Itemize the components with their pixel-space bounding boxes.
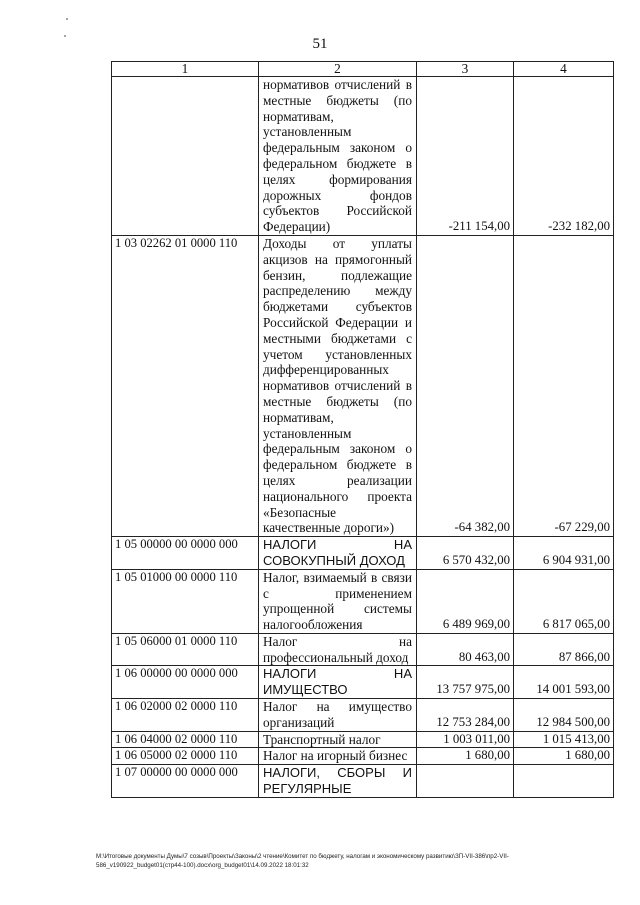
name-cell: Доходы от уплаты акцизов на прямогонный бензин, подлежащие распределению между бюджетами субъектов Российской Федерации и местными бюджетами с учетом установленных дифференцированных нормативов отчислений в местные бюджеты (по нормативам, установленным федеральным законом о федеральном бюджете в целях реализации национального проекта «Безопасные качественные дороги»): [259, 235, 417, 536]
amount-cell: 1 680,00: [417, 748, 514, 765]
page-number: 51: [312, 36, 328, 52]
amount-cell: 6 817 065,00: [514, 569, 614, 633]
code-cell: 1 06 05000 02 0000 110: [112, 748, 259, 765]
table-row: [112, 699, 614, 732]
amount-cell: 6 570 432,00: [417, 537, 514, 570]
header-cell: 3: [417, 62, 514, 77]
amount-cell: 12 753 284,00: [417, 699, 514, 732]
name-cell: Транспортный налог: [259, 731, 417, 748]
scan-dot: [66, 18, 68, 20]
name-cell: Налог на имущество организаций: [259, 699, 417, 732]
header-cell: 1: [112, 62, 259, 77]
table-row: [112, 235, 614, 536]
table-row: [112, 731, 614, 748]
table-row: [112, 77, 614, 236]
file-path-footer: [96, 852, 616, 870]
code-cell: 1 06 04000 02 0000 110: [112, 731, 259, 748]
header-cell: 2: [259, 62, 417, 77]
name-cell: Налог на профессиональный доход: [259, 633, 417, 666]
amount-cell: 6 489 969,00: [417, 569, 514, 633]
code-cell: 1 05 00000 00 0000 000: [112, 537, 259, 570]
name-cell: НАЛОГИ, СБОРЫ И РЕГУЛЯРНЫЕ: [259, 765, 417, 798]
amount-cell: 1 015 413,00: [514, 731, 614, 748]
name-cell: НАЛОГИ НА СОВОКУПНЫЙ ДОХОД: [259, 537, 417, 570]
table-row: [112, 569, 614, 633]
name-cell: Налог, взимаемый в связи с применением упрощенной системы налогообложения: [259, 569, 417, 633]
footer-line: 586_v190922_budget01(стр44-100).docx\org_budget01\14.09.2022 18:01:32: [96, 862, 309, 869]
amount-cell: [417, 765, 514, 798]
amount-cell: 12 984 500,00: [514, 699, 614, 732]
footer-line: M:\Итоговые документы Думы\7 созыв\Проекты\Законы\2 чтение\Комитет по бюджету, налогам и экономическому развитию\ЗП-VII-386\пр2-VII-: [96, 853, 509, 860]
amount-cell: 1 003 011,00: [417, 731, 514, 748]
amount-cell: [514, 765, 614, 798]
table-row: [112, 633, 614, 666]
amount-cell: 87 866,00: [514, 633, 614, 666]
table-row: [112, 765, 614, 798]
amount-cell: -211 154,00: [417, 77, 514, 236]
amount-cell: 14 001 593,00: [514, 666, 614, 699]
table-row: [112, 666, 614, 699]
amount-cell: -67 229,00: [514, 235, 614, 536]
code-cell: 1 06 00000 00 0000 000: [112, 666, 259, 699]
table-header-row: [112, 62, 614, 77]
code-cell: 1 03 02262 01 0000 110: [112, 235, 259, 536]
code-cell: [112, 77, 259, 236]
table-row: [112, 748, 614, 765]
header-cell: 4: [514, 62, 614, 77]
amount-cell: 13 757 975,00: [417, 666, 514, 699]
amount-cell: -232 182,00: [514, 77, 614, 236]
name-cell: нормативов отчислений в местные бюджеты (по нормативам, установленным федеральным законом о федеральном бюджете в целях формирования дорожных фондов субъектов Российской Федерации): [259, 77, 417, 236]
amount-cell: 6 904 931,00: [514, 537, 614, 570]
table-row: [112, 537, 614, 570]
amount-cell: 80 463,00: [417, 633, 514, 666]
code-cell: 1 07 00000 00 0000 000: [112, 765, 259, 798]
code-cell: 1 06 02000 02 0000 110: [112, 699, 259, 732]
code-cell: 1 05 01000 00 0000 110: [112, 569, 259, 633]
name-cell: Налог на игорный бизнес: [259, 748, 417, 765]
amount-cell: -64 382,00: [417, 235, 514, 536]
code-cell: 1 05 06000 01 0000 110: [112, 633, 259, 666]
amount-cell: 1 680,00: [514, 748, 614, 765]
name-cell: НАЛОГИ НА ИМУЩЕСТВО: [259, 666, 417, 699]
budget-table: [111, 61, 614, 798]
